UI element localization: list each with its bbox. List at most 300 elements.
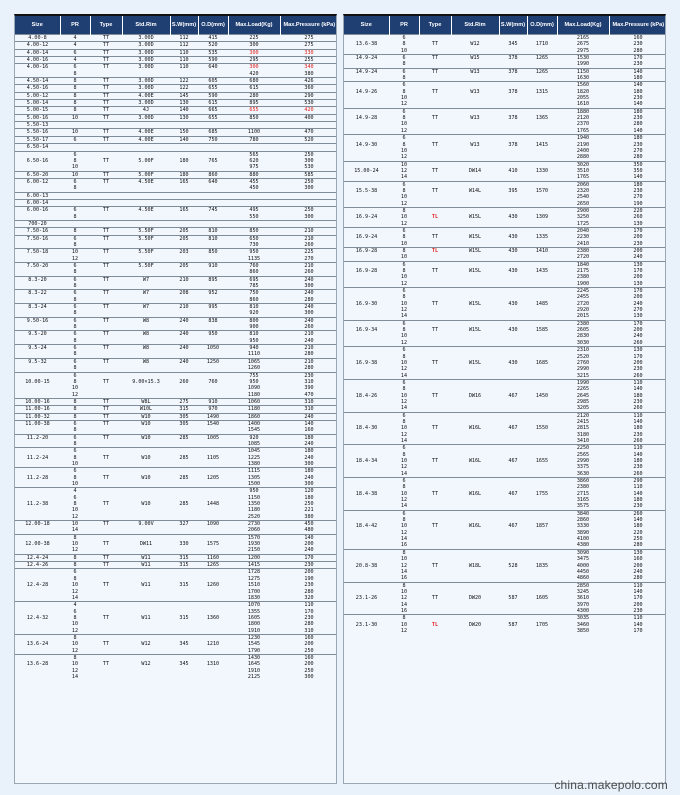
table-cell: 620 [249, 157, 259, 164]
table-cell: 8 [402, 75, 406, 82]
table-cell: 5.50F [122, 235, 170, 242]
table-cell: TT [431, 523, 439, 530]
table-cell [90, 214, 122, 221]
table-cell: W14L [468, 187, 482, 194]
table-cell [527, 379, 557, 386]
table-cell: 1260 [247, 365, 261, 372]
table-cell: 390 [304, 385, 314, 392]
table-row [15, 100, 337, 107]
table-cell: 140 [609, 68, 666, 75]
table-cell: 12 [400, 431, 408, 438]
table-cell: 12 [400, 167, 408, 174]
table-cell: 2730 [228, 521, 280, 528]
table-cell [419, 478, 451, 485]
table-row [15, 290, 337, 297]
table-cell: 200 [609, 248, 666, 255]
table-cell: 1110 [247, 351, 261, 358]
table-cell: 140 [633, 621, 643, 628]
table-cell: 300 [304, 460, 314, 467]
table-cell [527, 82, 557, 89]
table-cell [90, 151, 122, 158]
table-cell [170, 351, 198, 358]
table-cell: 305 [170, 413, 198, 420]
table-cell: 2720 [576, 300, 590, 307]
table-cell [170, 372, 198, 379]
table-cell [451, 445, 499, 452]
table-row [15, 199, 337, 206]
table-cell: 1210 [206, 641, 220, 648]
table-cell: 3.00D [122, 100, 170, 107]
table-cell: 275 [280, 35, 337, 42]
table-row [15, 674, 337, 680]
table-cell [499, 288, 527, 295]
column-header: O.D(mm) [527, 16, 557, 35]
table-cell: TT [90, 35, 122, 42]
table-cell [90, 441, 122, 448]
table-cell: 3610 [576, 595, 590, 602]
table-cell [527, 615, 557, 622]
table-cell [499, 379, 527, 386]
table-cell: 4 [60, 602, 90, 609]
table-cell: 3410 [576, 437, 590, 444]
table-cell [451, 207, 499, 214]
table-cell: 16 [400, 542, 408, 549]
table-row [15, 297, 337, 304]
table-cell [198, 365, 228, 372]
table-cell: 8 [60, 85, 90, 92]
table-cell: 1105 [206, 454, 220, 461]
table-cell: 200 [304, 661, 314, 668]
table-cell: 4 [60, 35, 90, 42]
table-cell: 3890 [576, 529, 590, 536]
table-cell: W15L [468, 359, 482, 366]
table-row [15, 420, 337, 427]
table-cell [90, 185, 122, 192]
table-cell: 8 [73, 575, 77, 582]
table-cell: 685 [198, 129, 228, 136]
table-cell [527, 340, 557, 347]
table-cell: 345 [179, 641, 189, 648]
table-row [344, 207, 666, 214]
table-cell: 14 [71, 673, 79, 680]
table-row [15, 345, 337, 352]
table-cell: 1500 [247, 481, 261, 487]
table-cell: 1860 [228, 413, 280, 420]
table-cell [527, 75, 557, 82]
table-cell: 18.4-26 [355, 392, 378, 399]
table-cell: 10 [71, 385, 79, 392]
table-cell [15, 214, 60, 221]
table-cell: 730 [249, 241, 259, 248]
table-cell: 2245 [557, 288, 609, 295]
table-cell [198, 324, 228, 331]
table-cell [170, 547, 198, 554]
table-cell: 1330 [535, 167, 549, 174]
table-cell [451, 241, 499, 248]
table-cell: 1490 [198, 413, 228, 420]
table-cell [527, 373, 557, 380]
table-cell [419, 161, 451, 168]
table-cell: TT [102, 474, 110, 481]
table-cell: 378 [508, 88, 518, 95]
table-cell: 12 [400, 627, 408, 634]
table-cell: 6 [60, 448, 90, 455]
table-cell: 8 [402, 268, 406, 275]
table-cell: 14 [400, 503, 408, 510]
table-cell: 2860 [576, 517, 590, 524]
table-cell [499, 313, 527, 320]
table-cell: W10 [122, 420, 170, 427]
table-cell: 655 [198, 85, 228, 92]
table-cell: 12 [400, 101, 408, 108]
table-cell [499, 154, 527, 161]
table-cell [344, 128, 389, 135]
table-row [15, 122, 337, 129]
table-row [15, 276, 337, 283]
table-cell: 495 [228, 207, 280, 214]
table-cell: 240 [304, 454, 314, 461]
table-cell [451, 181, 499, 188]
table-cell: 2645 [576, 392, 590, 399]
table-header-row [15, 16, 337, 35]
table-cell [527, 254, 557, 261]
table-cell: 160 [304, 427, 314, 434]
table-row [15, 220, 337, 227]
table-cell: 1335 [535, 234, 549, 241]
table-cell: 2605 [576, 327, 590, 334]
table-cell [344, 221, 389, 228]
table-cell [90, 448, 122, 455]
table-cell [344, 207, 389, 214]
table-row [344, 445, 666, 452]
table-cell: 1830 [247, 594, 261, 601]
table-cell [419, 379, 451, 386]
table-cell: 230 [633, 366, 643, 373]
table-cell [419, 542, 451, 549]
table-cell: 8 [73, 474, 77, 481]
table-cell [170, 602, 198, 609]
table-row [344, 108, 666, 115]
table-cell [451, 108, 499, 115]
table-row [15, 35, 337, 42]
table-cell: 750 [228, 290, 280, 297]
table-cell [15, 351, 60, 358]
table-cell: 378 [508, 141, 518, 148]
table-cell [527, 48, 557, 55]
table-cell [170, 365, 198, 372]
table-cell: 240 [170, 358, 198, 365]
table-cell: 14 [71, 594, 79, 601]
table-cell [527, 261, 557, 268]
table-cell: 310 [280, 406, 337, 413]
table-cell: 14.9-30 [355, 141, 378, 148]
table-cell [344, 549, 389, 556]
table-cell: 1725 [576, 220, 590, 227]
table-cell [499, 320, 527, 327]
table-cell [451, 471, 499, 478]
table-cell: 10 [389, 161, 419, 168]
table-cell: 12 [400, 562, 408, 569]
table-cell: 122 [170, 78, 198, 85]
table-cell [170, 634, 198, 641]
table-cell [499, 48, 527, 55]
table-cell [419, 254, 451, 261]
table-cell [198, 372, 228, 379]
table-cell [122, 654, 170, 661]
table-cell: 1790 [247, 647, 261, 654]
table-cell: 10 [60, 249, 90, 256]
table-cell [198, 122, 228, 129]
table-cell [198, 448, 228, 455]
table-cell: 12 [400, 200, 408, 207]
table-cell: 4.00E [122, 129, 170, 136]
table-cell: 4.00-16 [15, 57, 60, 64]
table-cell [90, 628, 122, 635]
table-cell: W10 [122, 434, 170, 441]
table-cell [15, 628, 60, 635]
table-cell: 6 [389, 181, 419, 188]
table-cell: 1570 [535, 187, 549, 194]
table-cell: 12 [400, 220, 408, 227]
table-cell [60, 220, 90, 227]
table-cell [499, 181, 527, 188]
table-row [15, 249, 337, 256]
table-cell [90, 481, 122, 488]
table-cell: 4 [60, 488, 90, 495]
table-cell: 1315 [535, 88, 549, 95]
table-row [15, 351, 337, 358]
table-cell [228, 192, 280, 199]
table-cell [419, 347, 451, 354]
table-cell [170, 648, 198, 655]
table-cell: 260 [304, 269, 314, 276]
table-cell [527, 608, 557, 615]
table-row [344, 288, 666, 295]
table-cell: 14 [400, 372, 408, 379]
table-cell [451, 221, 499, 228]
table-cell: 230 [633, 464, 643, 471]
table-cell: 260 [179, 378, 189, 385]
table-cell: 10 [71, 460, 79, 467]
table-row [344, 379, 666, 386]
table-cell [122, 392, 170, 399]
table-cell: 8 [73, 440, 77, 447]
table-cell: 467 [508, 392, 518, 399]
table-cell: 2150 [247, 547, 261, 554]
table-cell [344, 75, 389, 82]
table-row [344, 128, 666, 135]
table-cell: 145 [170, 92, 198, 99]
table-row [15, 406, 337, 413]
table-cell: 110 [280, 602, 337, 609]
table-cell: 110 [609, 615, 666, 622]
table-cell [122, 192, 170, 199]
table-cell [527, 503, 557, 510]
table-cell [419, 61, 451, 68]
table-cell: 260 [633, 437, 643, 444]
table-cell: 10 [71, 641, 79, 648]
table-cell [344, 313, 389, 320]
table-cell: 8 [60, 92, 90, 99]
table-cell [170, 468, 198, 475]
table-cell: 13.6-24 [26, 641, 49, 648]
table-cell: 14 [71, 527, 79, 534]
table-cell [419, 615, 451, 622]
table-cell: TT [90, 114, 122, 121]
table-cell [451, 135, 499, 142]
table-cell: W15L [468, 214, 482, 221]
table-cell: 4300 [576, 607, 590, 614]
table-cell [90, 338, 122, 345]
table-cell: W15 [451, 55, 499, 62]
table-cell [198, 214, 228, 221]
table-cell: 8 [402, 187, 406, 194]
table-cell: 2265 [576, 386, 590, 393]
table-cell: 3475 [576, 556, 590, 563]
table-cell: 1710 [535, 41, 549, 48]
table-cell: 2015 [576, 313, 590, 320]
table-cell: 4.50-14 [15, 78, 60, 85]
table-cell: 1100 [228, 129, 280, 136]
table-cell: 587 [508, 595, 518, 602]
table-cell [344, 201, 389, 208]
table-cell: 1435 [535, 268, 549, 275]
table-row [15, 602, 337, 609]
table-cell: 700-20 [15, 220, 60, 227]
table-cell [451, 261, 499, 268]
table-cell: 3250 [576, 214, 590, 221]
table-cell: 8 [60, 100, 90, 107]
table-cell [170, 214, 198, 221]
table-cell [122, 527, 170, 534]
table-cell [122, 324, 170, 331]
table-cell [15, 185, 60, 192]
table-cell: W15L [451, 248, 499, 255]
table-cell: 300 [304, 673, 314, 680]
table-cell: 310 [304, 627, 314, 634]
table-cell: 350 [633, 167, 643, 174]
table-row [15, 488, 337, 495]
table-cell [451, 128, 499, 135]
table-cell: 1685 [535, 359, 549, 366]
table-cell: 230 [633, 95, 643, 102]
table-cell [15, 547, 60, 554]
table-cell: 180 [633, 75, 643, 82]
table-row [15, 521, 337, 528]
table-cell [344, 379, 389, 386]
table-cell: 9.5-20 [15, 331, 60, 338]
table-row [15, 398, 337, 405]
table-cell: 2380 [576, 274, 590, 281]
table-cell [198, 468, 228, 475]
table-cell [419, 608, 451, 615]
table-cell: 350 [609, 161, 666, 168]
table-cell: 180 [633, 392, 643, 399]
table-cell [451, 313, 499, 320]
table-cell: 1605 [535, 595, 549, 602]
table-cell [15, 242, 60, 249]
table-cell: 3215 [576, 372, 590, 379]
table-cell: 10 [60, 114, 90, 121]
table-cell: 1700 [247, 588, 261, 595]
table-row [344, 405, 666, 412]
table-cell: 520 [198, 42, 228, 49]
table-cell: 285 [170, 434, 198, 441]
watermark-text: china.makepolo.com [554, 778, 668, 792]
table-cell: 430 [508, 214, 518, 221]
column-header: Type [90, 16, 122, 35]
table-cell: 11.00-16 [15, 406, 60, 413]
table-cell [15, 674, 60, 680]
table-cell: 565 [228, 151, 280, 158]
table-cell: 8 [73, 70, 77, 77]
table-cell [90, 648, 122, 655]
table-cell: 410 [508, 167, 518, 174]
table-cell [419, 549, 451, 556]
table-cell [90, 365, 122, 372]
table-cell: 2920 [576, 307, 590, 314]
table-cell: 585 [280, 171, 337, 178]
table-cell [198, 481, 228, 488]
table-cell: 1275 [247, 575, 261, 582]
table-cell: 6 [60, 468, 90, 475]
table-cell: 1585 [535, 327, 549, 334]
table-cell [170, 199, 198, 206]
table-cell: 180 [633, 523, 643, 530]
table-cell [527, 549, 557, 556]
table-cell: 12 [71, 667, 79, 674]
table-cell [60, 192, 90, 199]
table-cell: 2370 [576, 121, 590, 128]
table-cell: 250 [304, 647, 314, 654]
table-cell [499, 135, 527, 142]
table-cell: 285 [179, 474, 189, 481]
table-cell [122, 595, 170, 602]
table-cell [527, 101, 557, 108]
table-cell: 280 [304, 351, 314, 358]
table-cell [228, 199, 280, 206]
table-cell: 250 [280, 178, 337, 185]
table-cell: TT [90, 345, 122, 352]
table-cell: 16.9-28 [355, 268, 378, 275]
table-cell [527, 35, 557, 42]
table-cell: 1135 [247, 255, 261, 262]
table-row [344, 201, 666, 208]
table-cell [344, 628, 389, 634]
table-cell: 260 [304, 241, 314, 248]
table-cell [198, 338, 228, 345]
table-cell [499, 101, 527, 108]
table-cell [198, 164, 228, 171]
table-cell: 380 [304, 70, 314, 77]
table-cell: TT [90, 521, 122, 528]
table-cell [451, 35, 499, 42]
table-cell: 170 [633, 353, 643, 360]
tire-spec-table-left [14, 14, 337, 784]
table-cell: 345 [179, 661, 189, 668]
table-row [344, 281, 666, 288]
table-cell: 4.50E [122, 207, 170, 214]
table-cell [198, 547, 228, 554]
table-row [15, 468, 337, 475]
table-cell: 12.00-18 [15, 521, 60, 528]
table-cell: 140 [633, 517, 643, 524]
table-cell: 285 [179, 454, 189, 461]
table-cell: 810 [198, 228, 228, 235]
table-cell: 285 [179, 501, 189, 508]
table-cell: W11 [141, 582, 151, 589]
table-cell [60, 199, 90, 206]
